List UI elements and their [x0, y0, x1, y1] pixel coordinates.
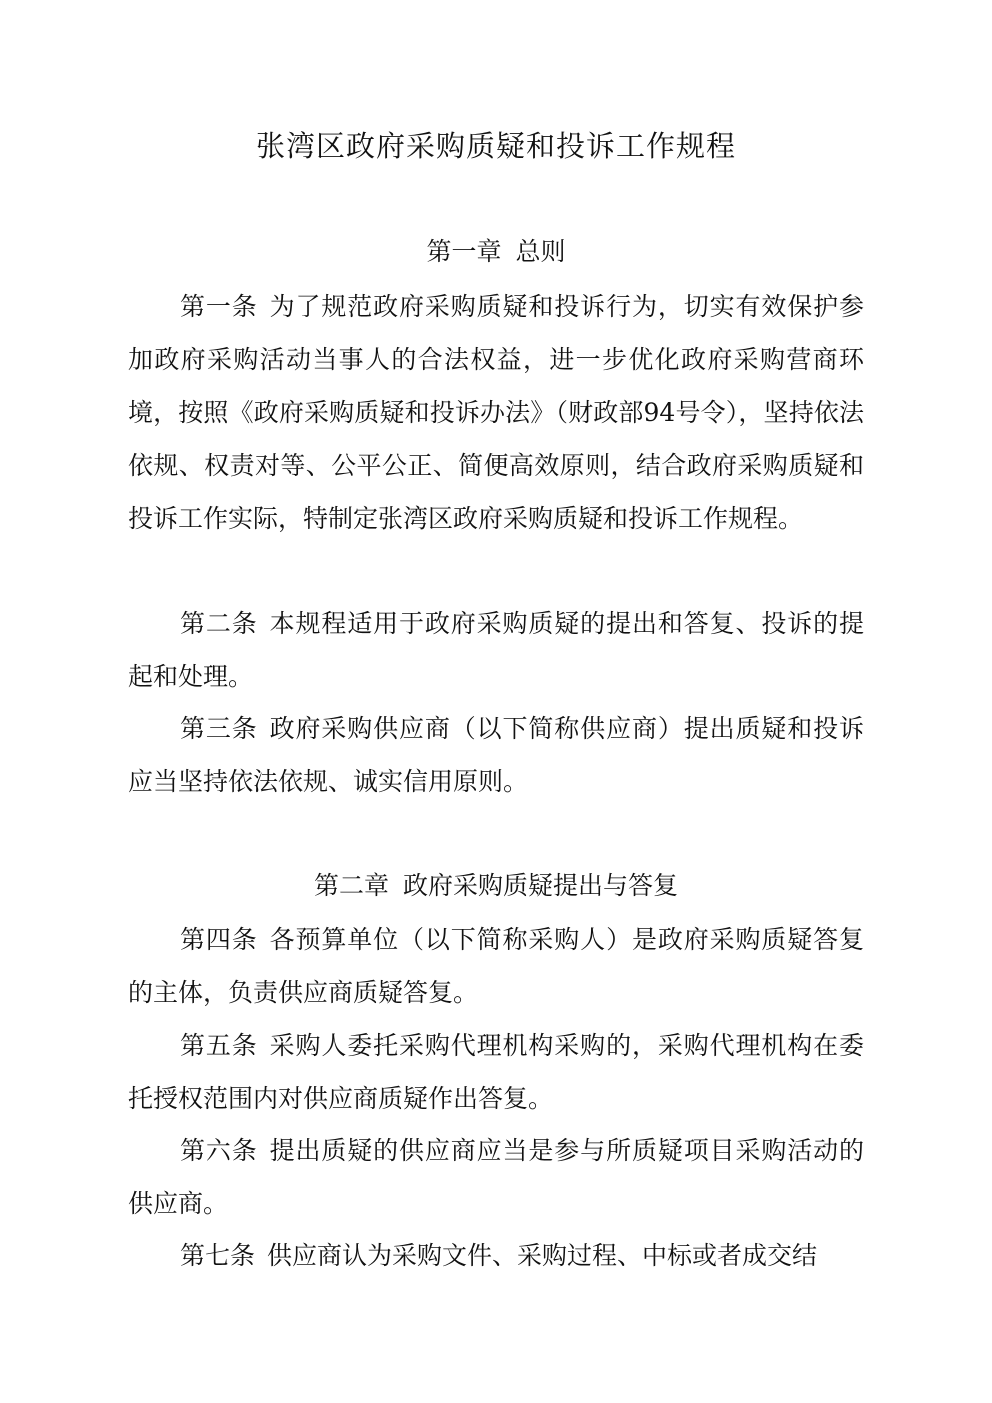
article-2: [128, 597, 864, 703]
article-text: 采购人委托采购代理机构采购的，采购代理机构在委托授权范围内对供应商质疑作出答复。: [128, 1031, 864, 1113]
article-number: 第五条: [180, 1031, 258, 1060]
article-1: [128, 280, 864, 545]
article-text: 供应商认为采购文件、采购过程、中标或者成交结: [267, 1241, 818, 1270]
article-3: [128, 702, 864, 808]
article-number: 第一条: [180, 292, 258, 321]
article-text: 为了规范政府采购质疑和投诉行为，切实有效保护参加政府采购活动当事人的合法权益，进一步优化政府采购营商环境，按照《政府采购质疑和投诉办法》（财政部94号令），坚持依法依规、权责对等、公平公正、简便高效原则，结合政府采购质疑和投诉工作实际，特制定张湾区政府采购质疑和投诉工作规程。: [128, 292, 864, 533]
article-number: 第七条: [180, 1241, 256, 1270]
chapter-number: 第二章: [313, 871, 389, 900]
article-number: 第二条: [180, 609, 258, 638]
article-5: [128, 1019, 864, 1125]
article-text: 政府采购供应商（以下简称供应商）提出质疑和投诉应当坚持依法依规、诚实信用原则。: [128, 714, 864, 796]
article-text: 本规程适用于政府采购质疑的提出和答复、投诉的提起和处理。: [128, 609, 864, 691]
article-number: 第六条: [180, 1136, 258, 1165]
article-number: 第三条: [180, 714, 258, 743]
article-4: [128, 913, 864, 1019]
chapter-heading-1: [0, 235, 992, 269]
article-text: 提出质疑的供应商应当是参与所质疑项目采购活动的供应商。: [128, 1136, 864, 1218]
article-7: [128, 1229, 864, 1282]
document-title: 张湾区政府采购质疑和投诉工作规程: [255, 129, 736, 163]
chapter-heading-2: [0, 869, 992, 903]
article-text: 各预算单位（以下简称采购人）是政府采购质疑答复的主体，负责供应商质疑答复。: [128, 925, 864, 1007]
chapter-name: 总则: [515, 237, 566, 266]
chapter-number: 第一章: [426, 237, 502, 266]
article-number: 第四条: [180, 925, 258, 954]
chapter-name: 政府采购质疑提出与答复: [403, 871, 679, 900]
article-6: [128, 1124, 864, 1230]
